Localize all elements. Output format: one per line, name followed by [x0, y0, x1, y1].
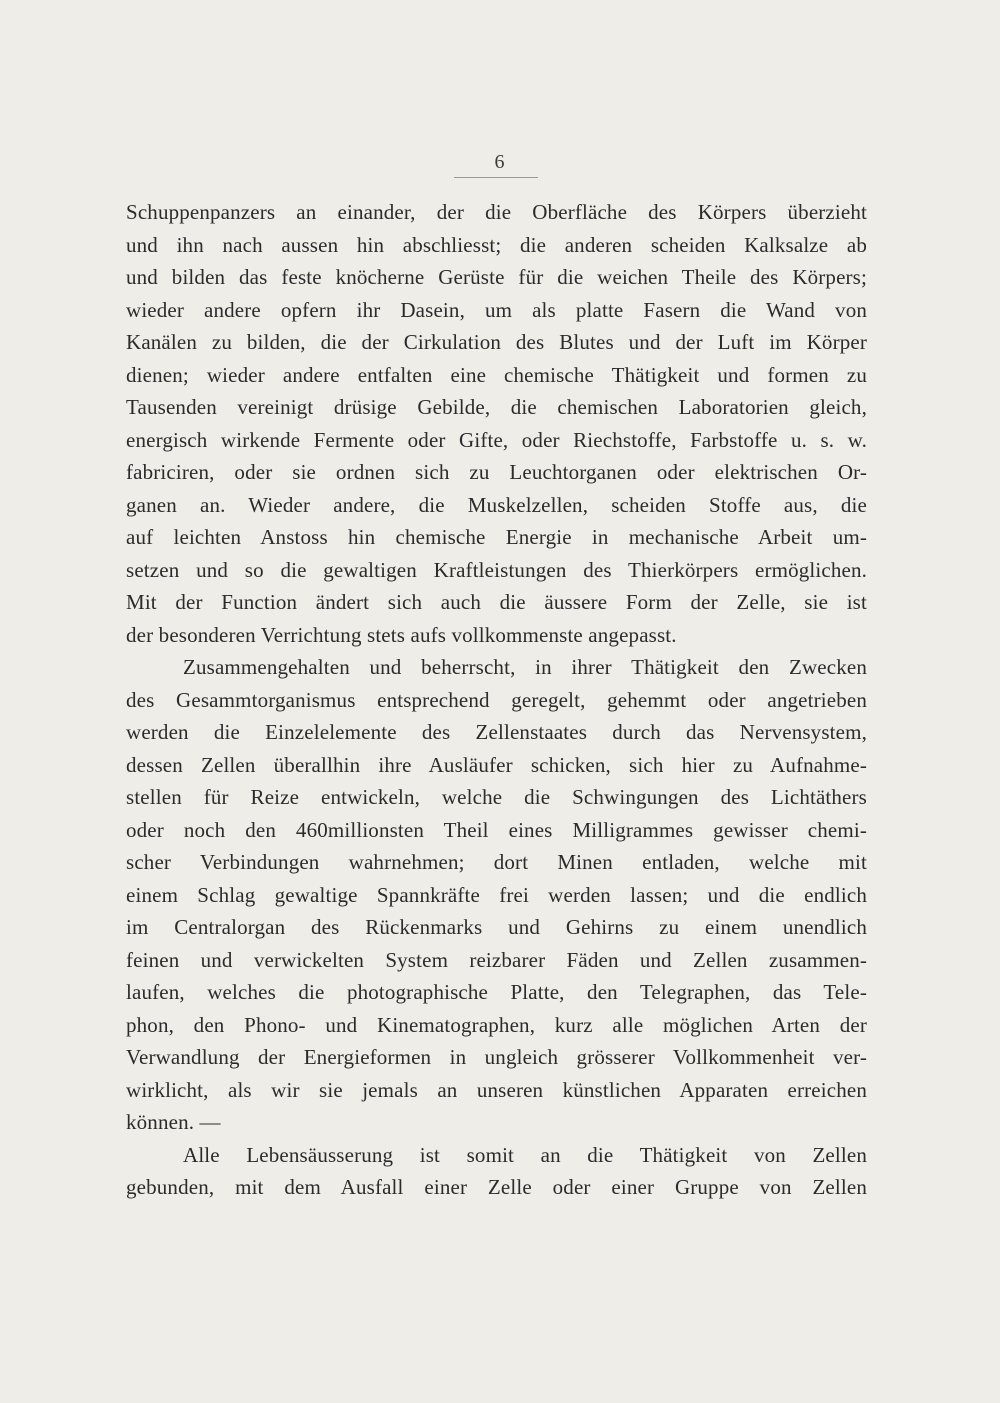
paragraph — [126, 1139, 867, 1204]
text-line: setzen und so die gewaltigen Kraftleistungen des Thierkörpers ermöglichen. — [126, 557, 867, 582]
text-line: der besonderen Verrichtung stets aufs vollkommenste angepasst. — [126, 622, 677, 647]
page-number: 6 — [494, 151, 506, 173]
text-line: dienen; wieder andere entfalten eine chemische Thätigkeit und formen zu — [126, 362, 867, 387]
page-number-rule — [454, 177, 538, 178]
text-line: feinen und verwickelten System reizbarer Fäden und Zellen zusammen- — [126, 947, 867, 972]
text-line: auf leichten Anstoss hin chemische Energie in mechanische Arbeit um- — [126, 525, 867, 549]
text-line: stellen für Reize entwickeln, welche die Schwingungen des Lichtäthers — [126, 785, 867, 809]
paragraph — [126, 196, 867, 651]
text-line: dessen Zellen überallhin ihre Ausläufer schicken, sich hier zu Aufnahme- — [126, 752, 867, 777]
body-text — [126, 196, 867, 1204]
text-line: energisch wirkende Fermente oder Gifte, oder Riechstoffe, Farbstoffe u. s. w. — [126, 427, 867, 452]
text-line: scher Verbindungen wahrnehmen; dort Minen entladen, welche mit — [126, 850, 867, 874]
text-line: Kanälen zu bilden, die der Cirkulation des Blutes und der Luft im Körper — [126, 330, 867, 354]
text-line: Zusammengehalten und beherrscht, in ihrer Thätigkeit den Zwecken — [183, 655, 867, 679]
text-line: und ihn nach aussen hin abschliesst; die anderen scheiden Kalksalze ab — [126, 232, 867, 257]
text-line: Alle Lebensäusserung ist somit an die Thätigkeit von Zellen — [183, 1142, 867, 1167]
text-line: phon, den Phono- und Kinematographen, kurz alle möglichen Arten der — [126, 1012, 867, 1037]
paragraph — [126, 651, 867, 1139]
text-line: im Centralorgan des Rückenmarks und Gehirns zu einem unendlich — [126, 915, 867, 939]
text-line: einem Schlag gewaltige Spannkräfte frei werden lassen; und die endlich — [126, 882, 867, 907]
text-line: Mit der Function ändert sich auch die äussere Form der Zelle, sie ist — [126, 590, 867, 614]
text-line: Verwandlung der Energieformen in ungleich grösserer Vollkommenheit ver- — [126, 1045, 867, 1069]
text-line: wieder andere opfern ihr Dasein, um als platte Fasern die Wand von — [126, 297, 867, 322]
text-line: laufen, welches die photographische Platte, den Telegraphen, das Tele- — [126, 980, 867, 1004]
text-line: ganen an. Wieder andere, die Muskelzellen, scheiden Stoffe aus, die — [126, 492, 867, 517]
text-line: und bilden das feste knöcherne Gerüste für die weichen Theile des Körpers; — [126, 265, 867, 289]
text-line: des Gesammtorganismus entsprechend geregelt, gehemmt oder angetrieben — [126, 687, 867, 712]
text-line: können. — — [126, 1110, 221, 1134]
text-line: Tausenden vereinigt drüsige Gebilde, die chemischen Laboratorien gleich, — [126, 395, 867, 419]
text-line: werden die Einzelelemente des Zellenstaates durch das Nervensystem, — [126, 720, 867, 744]
text-line: fabriciren, oder sie ordnen sich zu Leuchtorganen oder elektrischen Or- — [126, 460, 867, 484]
text-line: Schuppenpanzers an einander, der die Oberfläche des Körpers überzieht — [126, 200, 867, 224]
text-line: oder noch den 460millionsten Theil eines Milligrammes gewisser chemi- — [126, 817, 867, 842]
text-line: wirklicht, als wir sie jemals an unseren künstlichen Apparaten erreichen — [126, 1077, 867, 1102]
text-line: gebunden, mit dem Ausfall einer Zelle oder einer Gruppe von Zellen — [126, 1175, 867, 1199]
